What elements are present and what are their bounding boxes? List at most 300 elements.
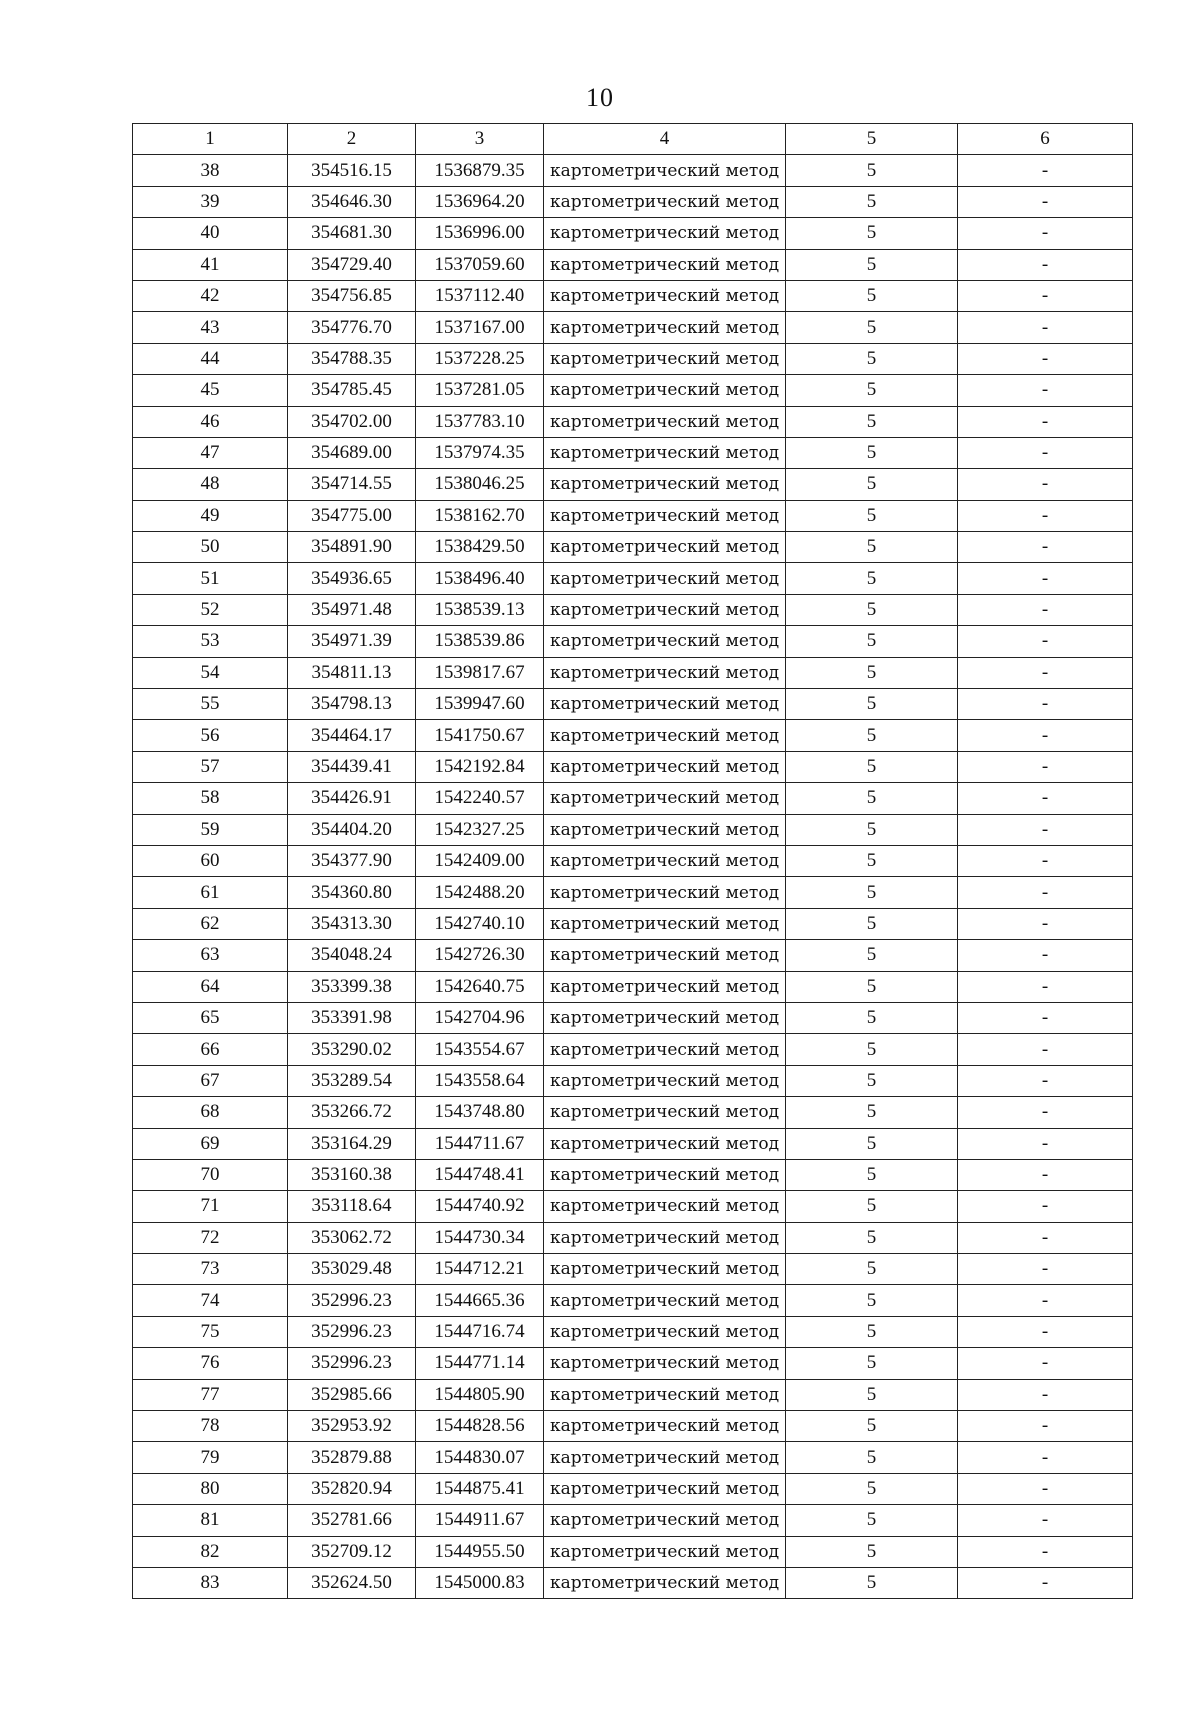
point-number-cell: 61 (133, 877, 288, 908)
y-coordinate-cell: 1541750.67 (416, 720, 544, 751)
x-coordinate-cell: 354426.91 (288, 783, 416, 814)
table-row (133, 1505, 1133, 1536)
y-coordinate-cell: 1537112.40 (416, 280, 544, 311)
point-number-cell: 75 (133, 1316, 288, 1347)
note-cell: - (958, 469, 1133, 500)
note-cell: - (958, 1285, 1133, 1316)
y-coordinate-cell: 1544716.74 (416, 1316, 544, 1347)
y-coordinate-cell: 1544828.56 (416, 1411, 544, 1442)
method-cell: картометрический метод (544, 783, 786, 814)
table-row (133, 845, 1133, 876)
x-coordinate-cell: 354439.41 (288, 751, 416, 782)
table-row (133, 814, 1133, 845)
x-coordinate-cell: 354891.90 (288, 532, 416, 563)
method-cell: картометрический метод (544, 1442, 786, 1473)
column-header: 3 (416, 124, 544, 155)
note-cell: - (958, 720, 1133, 751)
method-cell: картометрический метод (544, 1411, 786, 1442)
note-cell: - (958, 594, 1133, 625)
x-coordinate-cell: 352953.92 (288, 1411, 416, 1442)
point-number-cell: 79 (133, 1442, 288, 1473)
point-number-cell: 71 (133, 1191, 288, 1222)
table-row (133, 1536, 1133, 1567)
x-coordinate-cell: 354681.30 (288, 218, 416, 249)
method-cell: картометрический метод (544, 1505, 786, 1536)
method-cell: картометрический метод (544, 406, 786, 437)
point-number-cell: 60 (133, 845, 288, 876)
y-coordinate-cell: 1544711.67 (416, 1128, 544, 1159)
point-number-cell: 63 (133, 940, 288, 971)
column-header: 1 (133, 124, 288, 155)
note-cell: - (958, 689, 1133, 720)
x-coordinate-cell: 352820.94 (288, 1473, 416, 1504)
table-row (133, 437, 1133, 468)
point-number-cell: 82 (133, 1536, 288, 1567)
method-cell: картометрический метод (544, 814, 786, 845)
x-coordinate-cell: 354048.24 (288, 940, 416, 971)
table-row (133, 1159, 1133, 1190)
method-cell: картометрический метод (544, 343, 786, 374)
x-coordinate-cell: 353289.54 (288, 1065, 416, 1096)
x-coordinate-cell: 354936.65 (288, 563, 416, 594)
table-row (133, 1567, 1133, 1598)
note-cell: - (958, 1159, 1133, 1190)
y-coordinate-cell: 1536879.35 (416, 155, 544, 186)
accuracy-cell: 5 (786, 594, 958, 625)
table-row (133, 626, 1133, 657)
y-coordinate-cell: 1544665.36 (416, 1285, 544, 1316)
method-cell: картометрический метод (544, 908, 786, 939)
note-cell: - (958, 657, 1133, 688)
table-row (133, 1034, 1133, 1065)
y-coordinate-cell: 1538539.86 (416, 626, 544, 657)
accuracy-cell: 5 (786, 814, 958, 845)
x-coordinate-cell: 353399.38 (288, 971, 416, 1002)
note-cell: - (958, 186, 1133, 217)
accuracy-cell: 5 (786, 689, 958, 720)
x-coordinate-cell: 353164.29 (288, 1128, 416, 1159)
note-cell: - (958, 1316, 1133, 1347)
note-cell: - (958, 375, 1133, 406)
note-cell: - (958, 783, 1133, 814)
method-cell: картометрический метод (544, 218, 786, 249)
point-number-cell: 55 (133, 689, 288, 720)
x-coordinate-cell: 352781.66 (288, 1505, 416, 1536)
accuracy-cell: 5 (786, 1222, 958, 1253)
method-cell: картометрический метод (544, 1002, 786, 1033)
point-number-cell: 49 (133, 500, 288, 531)
accuracy-cell: 5 (786, 1191, 958, 1222)
method-cell: картометрический метод (544, 751, 786, 782)
accuracy-cell: 5 (786, 375, 958, 406)
method-cell: картометрический метод (544, 1254, 786, 1285)
x-coordinate-cell: 352996.23 (288, 1316, 416, 1347)
table-row (133, 1348, 1133, 1379)
accuracy-cell: 5 (786, 1442, 958, 1473)
point-number-cell: 38 (133, 155, 288, 186)
x-coordinate-cell: 354464.17 (288, 720, 416, 751)
table-row (133, 657, 1133, 688)
note-cell: - (958, 1191, 1133, 1222)
accuracy-cell: 5 (786, 218, 958, 249)
accuracy-cell: 5 (786, 908, 958, 939)
point-number-cell: 50 (133, 532, 288, 563)
x-coordinate-cell: 354313.30 (288, 908, 416, 939)
table-row (133, 155, 1133, 186)
note-cell: - (958, 940, 1133, 971)
point-number-cell: 80 (133, 1473, 288, 1504)
x-coordinate-cell: 354756.85 (288, 280, 416, 311)
x-coordinate-cell: 354811.13 (288, 657, 416, 688)
y-coordinate-cell: 1543558.64 (416, 1065, 544, 1096)
x-coordinate-cell: 352985.66 (288, 1379, 416, 1410)
accuracy-cell: 5 (786, 312, 958, 343)
y-coordinate-cell: 1542704.96 (416, 1002, 544, 1033)
table-row (133, 1379, 1133, 1410)
y-coordinate-cell: 1544730.34 (416, 1222, 544, 1253)
method-cell: картометрический метод (544, 594, 786, 625)
y-coordinate-cell: 1544805.90 (416, 1379, 544, 1410)
note-cell: - (958, 626, 1133, 657)
point-number-cell: 66 (133, 1034, 288, 1065)
table-row (133, 1191, 1133, 1222)
table-row (133, 1473, 1133, 1504)
accuracy-cell: 5 (786, 406, 958, 437)
point-number-cell: 44 (133, 343, 288, 374)
x-coordinate-cell: 353160.38 (288, 1159, 416, 1190)
accuracy-cell: 5 (786, 877, 958, 908)
accuracy-cell: 5 (786, 1536, 958, 1567)
note-cell: - (958, 1128, 1133, 1159)
method-cell: картометрический метод (544, 1379, 786, 1410)
y-coordinate-cell: 1544740.92 (416, 1191, 544, 1222)
point-number-cell: 43 (133, 312, 288, 343)
table-row (133, 186, 1133, 217)
note-cell: - (958, 1536, 1133, 1567)
method-cell: картометрический метод (544, 1191, 786, 1222)
point-number-cell: 74 (133, 1285, 288, 1316)
note-cell: - (958, 280, 1133, 311)
method-cell: картометрический метод (544, 877, 786, 908)
method-cell: картометрический метод (544, 1222, 786, 1253)
table-row (133, 312, 1133, 343)
point-number-cell: 76 (133, 1348, 288, 1379)
table-row (133, 249, 1133, 280)
method-cell: картометрический метод (544, 940, 786, 971)
method-cell: картометрический метод (544, 437, 786, 468)
accuracy-cell: 5 (786, 1285, 958, 1316)
point-number-cell: 59 (133, 814, 288, 845)
table-header-row (133, 124, 1133, 155)
accuracy-cell: 5 (786, 783, 958, 814)
point-number-cell: 40 (133, 218, 288, 249)
y-coordinate-cell: 1538496.40 (416, 563, 544, 594)
y-coordinate-cell: 1544955.50 (416, 1536, 544, 1567)
point-number-cell: 67 (133, 1065, 288, 1096)
accuracy-cell: 5 (786, 1348, 958, 1379)
note-cell: - (958, 563, 1133, 594)
accuracy-cell: 5 (786, 1473, 958, 1504)
x-coordinate-cell: 353290.02 (288, 1034, 416, 1065)
note-cell: - (958, 1411, 1133, 1442)
point-number-cell: 41 (133, 249, 288, 280)
method-cell: картометрический метод (544, 1348, 786, 1379)
accuracy-cell: 5 (786, 1505, 958, 1536)
point-number-cell: 51 (133, 563, 288, 594)
method-cell: картометрический метод (544, 249, 786, 280)
table-row (133, 940, 1133, 971)
y-coordinate-cell: 1544911.67 (416, 1505, 544, 1536)
x-coordinate-cell: 353391.98 (288, 1002, 416, 1033)
accuracy-cell: 5 (786, 249, 958, 280)
accuracy-cell: 5 (786, 343, 958, 374)
table-row (133, 1222, 1133, 1253)
point-number-cell: 57 (133, 751, 288, 782)
point-number-cell: 68 (133, 1097, 288, 1128)
point-number-cell: 45 (133, 375, 288, 406)
accuracy-cell: 5 (786, 563, 958, 594)
x-coordinate-cell: 354798.13 (288, 689, 416, 720)
note-cell: - (958, 155, 1133, 186)
note-cell: - (958, 437, 1133, 468)
y-coordinate-cell: 1537974.35 (416, 437, 544, 468)
accuracy-cell: 5 (786, 1254, 958, 1285)
y-coordinate-cell: 1538429.50 (416, 532, 544, 563)
column-header: 4 (544, 124, 786, 155)
table-row (133, 343, 1133, 374)
method-cell: картометрический метод (544, 1097, 786, 1128)
x-coordinate-cell: 352879.88 (288, 1442, 416, 1473)
method-cell: картометрический метод (544, 312, 786, 343)
point-number-cell: 39 (133, 186, 288, 217)
x-coordinate-cell: 354646.30 (288, 186, 416, 217)
accuracy-cell: 5 (786, 940, 958, 971)
x-coordinate-cell: 352996.23 (288, 1285, 416, 1316)
note-cell: - (958, 312, 1133, 343)
y-coordinate-cell: 1544771.14 (416, 1348, 544, 1379)
y-coordinate-cell: 1538162.70 (416, 500, 544, 531)
table-row (133, 1254, 1133, 1285)
x-coordinate-cell: 354689.00 (288, 437, 416, 468)
note-cell: - (958, 1065, 1133, 1096)
x-coordinate-cell: 352996.23 (288, 1348, 416, 1379)
point-number-cell: 42 (133, 280, 288, 311)
y-coordinate-cell: 1537167.00 (416, 312, 544, 343)
x-coordinate-cell: 354785.45 (288, 375, 416, 406)
y-coordinate-cell: 1539947.60 (416, 689, 544, 720)
y-coordinate-cell: 1536964.20 (416, 186, 544, 217)
y-coordinate-cell: 1538046.25 (416, 469, 544, 500)
table-row (133, 532, 1133, 563)
table-row (133, 971, 1133, 1002)
x-coordinate-cell: 354775.00 (288, 500, 416, 531)
accuracy-cell: 5 (786, 532, 958, 563)
method-cell: картометрический метод (544, 626, 786, 657)
method-cell: картометрический метод (544, 186, 786, 217)
table-row (133, 1065, 1133, 1096)
accuracy-cell: 5 (786, 971, 958, 1002)
table-row (133, 218, 1133, 249)
method-cell: картометрический метод (544, 1034, 786, 1065)
x-coordinate-cell: 353029.48 (288, 1254, 416, 1285)
method-cell: картометрический метод (544, 971, 786, 1002)
y-coordinate-cell: 1537281.05 (416, 375, 544, 406)
table-row (133, 375, 1133, 406)
y-coordinate-cell: 1544830.07 (416, 1442, 544, 1473)
note-cell: - (958, 1034, 1133, 1065)
note-cell: - (958, 1002, 1133, 1033)
point-number-cell: 78 (133, 1411, 288, 1442)
note-cell: - (958, 751, 1133, 782)
method-cell: картометрический метод (544, 280, 786, 311)
table-row (133, 908, 1133, 939)
accuracy-cell: 5 (786, 657, 958, 688)
y-coordinate-cell: 1542640.75 (416, 971, 544, 1002)
accuracy-cell: 5 (786, 1097, 958, 1128)
method-cell: картометрический метод (544, 532, 786, 563)
note-cell: - (958, 845, 1133, 876)
note-cell: - (958, 1473, 1133, 1504)
point-number-cell: 48 (133, 469, 288, 500)
x-coordinate-cell: 354404.20 (288, 814, 416, 845)
table-row (133, 1097, 1133, 1128)
note-cell: - (958, 343, 1133, 374)
accuracy-cell: 5 (786, 1065, 958, 1096)
y-coordinate-cell: 1543554.67 (416, 1034, 544, 1065)
y-coordinate-cell: 1544875.41 (416, 1473, 544, 1504)
x-coordinate-cell: 354714.55 (288, 469, 416, 500)
y-coordinate-cell: 1542409.00 (416, 845, 544, 876)
note-cell: - (958, 1379, 1133, 1410)
accuracy-cell: 5 (786, 720, 958, 751)
accuracy-cell: 5 (786, 280, 958, 311)
method-cell: картометрический метод (544, 155, 786, 186)
accuracy-cell: 5 (786, 1567, 958, 1598)
y-coordinate-cell: 1543748.80 (416, 1097, 544, 1128)
y-coordinate-cell: 1544748.41 (416, 1159, 544, 1190)
table-row (133, 280, 1133, 311)
table-row (133, 406, 1133, 437)
accuracy-cell: 5 (786, 751, 958, 782)
note-cell: - (958, 814, 1133, 845)
accuracy-cell: 5 (786, 437, 958, 468)
x-coordinate-cell: 354729.40 (288, 249, 416, 280)
point-number-cell: 56 (133, 720, 288, 751)
y-coordinate-cell: 1545000.83 (416, 1567, 544, 1598)
point-number-cell: 83 (133, 1567, 288, 1598)
note-cell: - (958, 1097, 1133, 1128)
table-row (133, 500, 1133, 531)
accuracy-cell: 5 (786, 1379, 958, 1410)
point-number-cell: 62 (133, 908, 288, 939)
accuracy-cell: 5 (786, 469, 958, 500)
method-cell: картометрический метод (544, 1316, 786, 1347)
method-cell: картометрический метод (544, 563, 786, 594)
page-number: 10 (586, 83, 614, 112)
point-number-cell: 73 (133, 1254, 288, 1285)
point-number-cell: 53 (133, 626, 288, 657)
note-cell: - (958, 877, 1133, 908)
x-coordinate-cell: 354776.70 (288, 312, 416, 343)
point-number-cell: 46 (133, 406, 288, 437)
y-coordinate-cell: 1544712.21 (416, 1254, 544, 1285)
point-number-cell: 58 (133, 783, 288, 814)
table-row (133, 720, 1133, 751)
column-header: 6 (958, 124, 1133, 155)
table-row (133, 689, 1133, 720)
method-cell: картометрический метод (544, 1285, 786, 1316)
y-coordinate-cell: 1539817.67 (416, 657, 544, 688)
note-cell: - (958, 1222, 1133, 1253)
x-coordinate-cell: 353062.72 (288, 1222, 416, 1253)
note-cell: - (958, 1567, 1133, 1598)
coordinates-table (132, 123, 1133, 1599)
method-cell: картометрический метод (544, 1159, 786, 1190)
table-row (133, 469, 1133, 500)
table-row (133, 1411, 1133, 1442)
accuracy-cell: 5 (786, 155, 958, 186)
table-row (133, 1285, 1133, 1316)
y-coordinate-cell: 1538539.13 (416, 594, 544, 625)
column-header: 2 (288, 124, 416, 155)
table-row (133, 1128, 1133, 1159)
note-cell: - (958, 908, 1133, 939)
accuracy-cell: 5 (786, 1316, 958, 1347)
point-number-cell: 70 (133, 1159, 288, 1190)
method-cell: картометрический метод (544, 375, 786, 406)
y-coordinate-cell: 1537783.10 (416, 406, 544, 437)
y-coordinate-cell: 1542192.84 (416, 751, 544, 782)
y-coordinate-cell: 1536996.00 (416, 218, 544, 249)
method-cell: картометрический метод (544, 657, 786, 688)
point-number-cell: 54 (133, 657, 288, 688)
point-number-cell: 81 (133, 1505, 288, 1536)
note-cell: - (958, 1442, 1133, 1473)
note-cell: - (958, 1348, 1133, 1379)
x-coordinate-cell: 352624.50 (288, 1567, 416, 1598)
method-cell: картометрический метод (544, 1567, 786, 1598)
method-cell: картометрический метод (544, 1128, 786, 1159)
note-cell: - (958, 971, 1133, 1002)
method-cell: картометрический метод (544, 469, 786, 500)
point-number-cell: 72 (133, 1222, 288, 1253)
accuracy-cell: 5 (786, 1411, 958, 1442)
note-cell: - (958, 532, 1133, 563)
y-coordinate-cell: 1542726.30 (416, 940, 544, 971)
note-cell: - (958, 218, 1133, 249)
accuracy-cell: 5 (786, 1034, 958, 1065)
y-coordinate-cell: 1537059.60 (416, 249, 544, 280)
x-coordinate-cell: 352709.12 (288, 1536, 416, 1567)
y-coordinate-cell: 1542240.57 (416, 783, 544, 814)
x-coordinate-cell: 354377.90 (288, 845, 416, 876)
note-cell: - (958, 500, 1133, 531)
method-cell: картометрический метод (544, 845, 786, 876)
x-coordinate-cell: 353118.64 (288, 1191, 416, 1222)
accuracy-cell: 5 (786, 1002, 958, 1033)
point-number-cell: 77 (133, 1379, 288, 1410)
method-cell: картометрический метод (544, 1473, 786, 1504)
method-cell: картометрический метод (544, 1536, 786, 1567)
table-row (133, 563, 1133, 594)
accuracy-cell: 5 (786, 845, 958, 876)
note-cell: - (958, 1505, 1133, 1536)
accuracy-cell: 5 (786, 1159, 958, 1190)
point-number-cell: 47 (133, 437, 288, 468)
x-coordinate-cell: 353266.72 (288, 1097, 416, 1128)
x-coordinate-cell: 354702.00 (288, 406, 416, 437)
column-header: 5 (786, 124, 958, 155)
